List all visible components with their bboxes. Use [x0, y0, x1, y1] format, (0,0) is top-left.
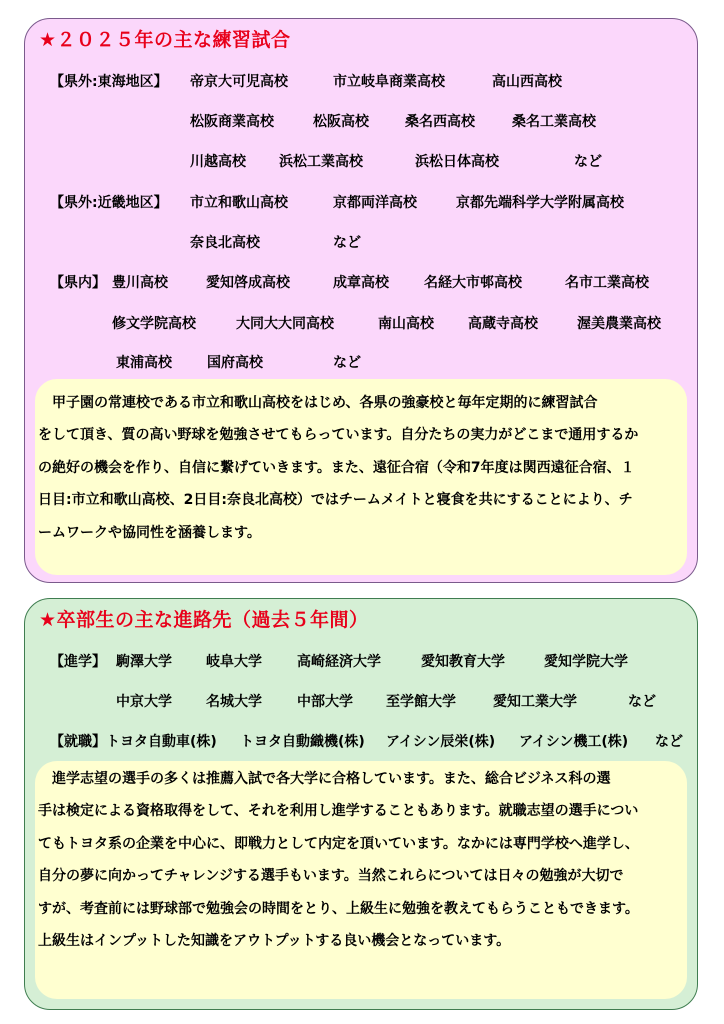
tokai-label: 【県外:東海地区】 [50, 74, 168, 90]
paragraph-line: すが、考査前には野球部で勉強会の時間をとり、上級生に勉強を教えてもらうこともできます。 [38, 900, 639, 917]
university-item: 岐阜大学 [206, 654, 262, 670]
university-item: 愛知教育大学 [421, 654, 505, 670]
school-item: 高蔵寺高校 [468, 316, 538, 332]
school-item: 帝京大可児高校 [190, 74, 288, 90]
school-item: 川越高校 [190, 154, 246, 170]
university-item: 至学館大学 [386, 694, 456, 710]
school-item: 国府高校 [207, 355, 263, 371]
university-item: 名城大学 [206, 694, 262, 710]
paragraph-line: 自分の夢に向かってチャレンジする選手もいます。当然これらについては日々の勉強が大切で [38, 868, 624, 885]
paragraph-line: てもトヨタ系の企業を中心に、即戦力として内定を頂いています。なかには専門学校へ進学し、 [38, 835, 639, 852]
school-item: 桑名西高校 [405, 114, 475, 130]
paragraph-line: の絶好の機会を作り、自信に繋げていきます。また、遠征合宿（令和7年度は関西遠征合宿、１ [38, 459, 635, 476]
school-item: 名経大市邨高校 [424, 275, 522, 291]
paragraph-line: 上級生はインプットした知識をアウトプットする良い機会となっています。 [38, 933, 511, 950]
school-item: 愛知啓成高校 [206, 275, 290, 291]
school-item: 京都両洋高校 [333, 195, 417, 211]
school-item: 京都先端科学大学附属高校 [456, 195, 624, 211]
school-item: 松阪商業高校 [190, 114, 274, 130]
etc-label: など [333, 235, 361, 251]
school-item: 松阪高校 [313, 114, 369, 130]
university-item: 中部大学 [297, 694, 353, 710]
university-item: 愛知工業大学 [493, 694, 577, 710]
paragraph-line: をして頂き、質の高い野球を勉強させてもらっています。自分たちの実力がどこまで通用するか [38, 427, 639, 444]
university-item: 中京大学 [116, 694, 172, 710]
school-item: 浜松工業高校 [279, 154, 363, 170]
university-item: 駒澤大学 [116, 654, 172, 670]
company-item: アイシン辰栄(株) [386, 734, 496, 750]
inside-label: 【県内】 [50, 275, 106, 291]
employment-label: 【就職】 [50, 734, 106, 750]
paragraph-line: 甲子園の常連校である市立和歌山高校をはじめ、各県の強豪校と毎年定期的に練習試合 [38, 395, 598, 411]
school-item: 成章高校 [333, 275, 389, 291]
career-description [35, 761, 687, 999]
company-item: トヨタ自動織機(株) [240, 734, 365, 750]
school-item: 奈良北高校 [190, 235, 260, 251]
practice-description [35, 379, 687, 575]
school-item: 浜松日体高校 [415, 154, 499, 170]
etc-label: など [574, 154, 602, 170]
etc-label: など [655, 734, 683, 750]
kinki-label: 【県外:近畿地区】 [50, 195, 168, 211]
school-item: 渥美農業高校 [577, 316, 661, 332]
university-item: 愛知学院大学 [544, 654, 628, 670]
school-item: 南山高校 [378, 316, 434, 332]
school-item: 豊川高校 [112, 275, 168, 291]
school-item: 大同大大同高校 [236, 316, 334, 332]
university-item: 高崎経済大学 [297, 654, 381, 670]
paragraph-line: 日目:市立和歌山高校、2日目:奈良北高校）ではチームメイトと寝食を共にすることにより、チ [38, 492, 633, 509]
school-item: 修文学院高校 [112, 316, 196, 332]
paragraph-line: ームワークや協同性を涵養します。 [38, 524, 261, 541]
company-item: アイシン機工(株) [519, 734, 629, 750]
school-item: 市立和歌山高校 [190, 195, 288, 211]
practice-games-panel [24, 18, 698, 583]
company-item: トヨタ自動車(株) [106, 734, 217, 750]
school-item: 高山西高校 [492, 74, 562, 90]
paragraph-line: 手は検定による資格取得をして、それを利用し進学することもあります。就職志望の選手につい [38, 803, 639, 820]
advance-label: 【進学】 [50, 654, 106, 670]
school-item: 市立岐阜商業高校 [333, 74, 445, 90]
career-paths-panel [24, 598, 698, 1010]
practice-games-title: ★２０２５年の主な練習試合 [39, 29, 291, 51]
etc-label: など [628, 694, 656, 710]
career-paths-title: ★卒部生の主な進路先（過去５年間） [39, 609, 369, 631]
school-item: 名市工業高校 [565, 275, 649, 291]
etc-label: など [333, 355, 361, 371]
school-item: 東浦高校 [116, 355, 172, 371]
school-item: 桑名工業高校 [512, 114, 596, 130]
paragraph-line: 進学志望の選手の多くは推薦入試で各大学に合格しています。また、総合ビジネス科の選 [38, 771, 611, 787]
